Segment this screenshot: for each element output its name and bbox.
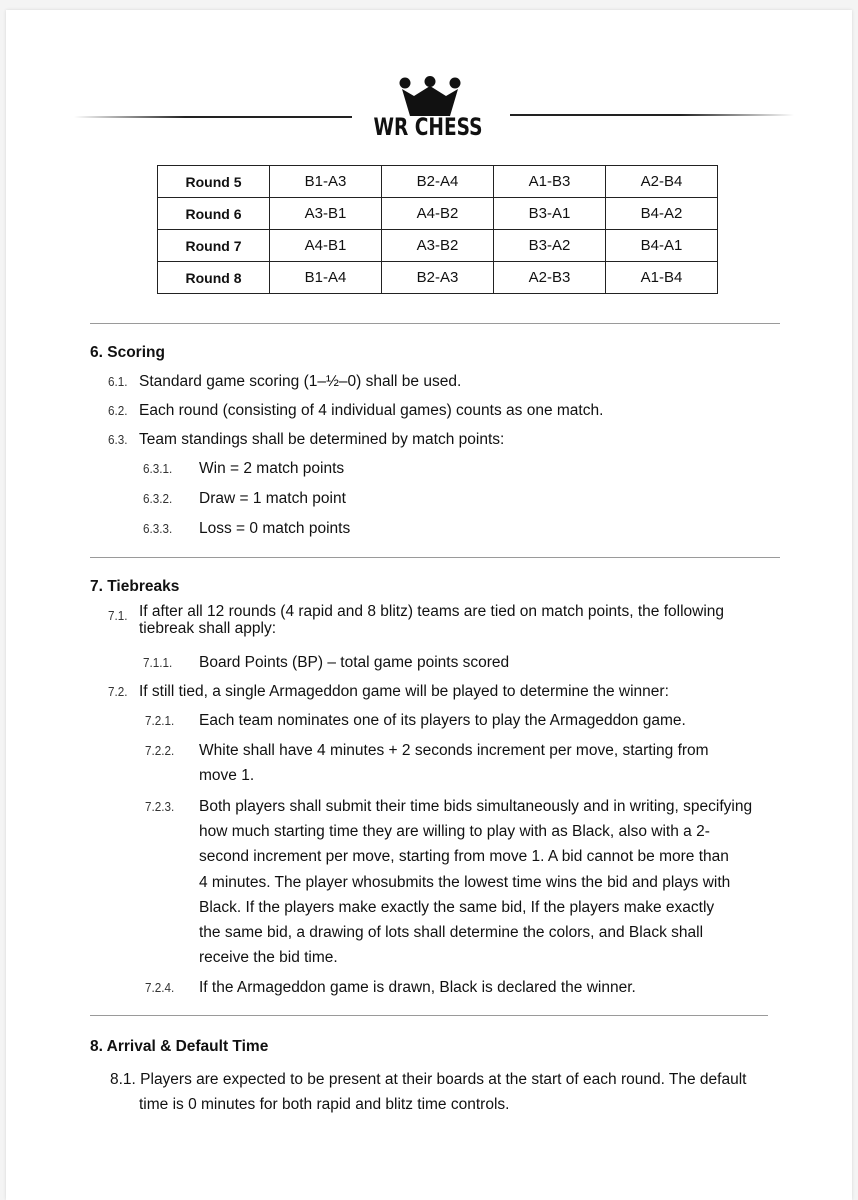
round-schedule-table bbox=[157, 165, 718, 294]
item-text: tiebreak shall apply: bbox=[139, 620, 276, 637]
pairing-cell: A2-B4 bbox=[606, 166, 718, 198]
item-number: 7.2.2. bbox=[145, 743, 175, 758]
crown-icon bbox=[398, 76, 462, 118]
item-text: second increment per move, starting from move 1. A bid cannot be more than bbox=[199, 848, 729, 865]
document-page bbox=[6, 10, 852, 1200]
item-number: 7.2. bbox=[108, 684, 128, 699]
pairing-cell: B3-A1 bbox=[494, 198, 606, 230]
section-title-tiebreaks: 7. Tiebreaks bbox=[90, 578, 180, 595]
pairing-cell: B4-A1 bbox=[606, 230, 718, 262]
item-text: Board Points (BP) – total game points scored bbox=[199, 654, 510, 671]
section-title-arrival: 8. Arrival & Default Time bbox=[90, 1038, 269, 1055]
section-title-scoring: 6. Scoring bbox=[90, 344, 165, 361]
pairing-cell: B4-A2 bbox=[606, 198, 718, 230]
pairing-cell: B2-A4 bbox=[382, 166, 494, 198]
table-row bbox=[158, 198, 718, 230]
item-number: 7.2.3. bbox=[145, 799, 175, 814]
table-row bbox=[158, 262, 718, 294]
header-rule-left bbox=[74, 116, 352, 118]
item-text: how much starting time they are willing to play with as Black, also with a 2- bbox=[199, 823, 710, 840]
item-text: 8.1. Players are expected to be present at their boards at the start of each round. The default bbox=[110, 1071, 747, 1088]
item-number: 6.2. bbox=[108, 403, 128, 418]
item-text: receive the bid time. bbox=[199, 949, 338, 966]
pairing-cell: A3-B1 bbox=[270, 198, 382, 230]
item-number: 6.1. bbox=[108, 374, 128, 389]
pairing-cell: B1-A3 bbox=[270, 166, 382, 198]
round-label: Round 8 bbox=[158, 262, 270, 294]
item-number: 6.3.1. bbox=[143, 461, 173, 476]
round-label: Round 5 bbox=[158, 166, 270, 198]
divider bbox=[90, 1015, 768, 1016]
item-number: 7.2.1. bbox=[145, 713, 175, 728]
round-label: Round 7 bbox=[158, 230, 270, 262]
document-header bbox=[6, 10, 852, 160]
item-text: the same bid, a drawing of lots shall determine the colors, and Black shall bbox=[199, 924, 704, 941]
item-text: move 1. bbox=[199, 767, 255, 784]
pairing-cell: B3-A2 bbox=[494, 230, 606, 262]
pairing-cell: A1-B3 bbox=[494, 166, 606, 198]
item-text: White shall have 4 minutes + 2 seconds increment per move, starting from bbox=[199, 742, 709, 759]
pairing-cell: B1-A4 bbox=[270, 262, 382, 294]
brand-name: WR CHESS bbox=[373, 113, 483, 141]
pairing-cell: A4-B2 bbox=[382, 198, 494, 230]
item-text: Each team nominates one of its players to play the Armageddon game. bbox=[199, 712, 686, 729]
table-row bbox=[158, 166, 718, 198]
item-text: Loss = 0 match points bbox=[199, 520, 351, 537]
item-text: If the Armageddon game is drawn, Black is declared the winner. bbox=[199, 979, 636, 996]
item-number: 7.1.1. bbox=[143, 655, 173, 670]
item-number: 6.3.2. bbox=[143, 491, 173, 506]
divider bbox=[90, 557, 780, 558]
pairing-cell: A1-B4 bbox=[606, 262, 718, 294]
pairing-cell: A4-B1 bbox=[270, 230, 382, 262]
item-text: 4 minutes. The player whosubmits the lowest time wins the bid and plays with bbox=[199, 874, 731, 891]
item-number: 7.1. bbox=[108, 608, 128, 623]
item-text: Black. If the players make exactly the same bid, If the players make exactly bbox=[199, 899, 715, 916]
item-number: 7.2.4. bbox=[145, 980, 175, 995]
pairing-cell: A3-B2 bbox=[382, 230, 494, 262]
item-text: Win = 2 match points bbox=[199, 460, 345, 477]
item-text: Draw = 1 match point bbox=[199, 490, 346, 507]
divider bbox=[90, 323, 780, 324]
item-text: Team standings shall be determined by match points: bbox=[139, 431, 505, 448]
round-label: Round 6 bbox=[158, 198, 270, 230]
item-number: 6.3.3. bbox=[143, 521, 173, 536]
pairing-cell: B2-A3 bbox=[382, 262, 494, 294]
item-text: Both players shall submit their time bids simultaneously and in writing, specifying bbox=[199, 798, 753, 815]
item-number: 6.3. bbox=[108, 432, 128, 447]
item-text: time is 0 minutes for both rapid and blitz time controls. bbox=[139, 1096, 510, 1113]
table-row bbox=[158, 230, 718, 262]
item-text: If still tied, a single Armageddon game will be played to determine the winner: bbox=[139, 683, 669, 700]
pairing-cell: A2-B3 bbox=[494, 262, 606, 294]
item-text: If after all 12 rounds (4 rapid and 8 blitz) teams are tied on match points, the following bbox=[139, 603, 725, 620]
item-text: Each round (consisting of 4 individual games) counts as one match. bbox=[139, 402, 604, 419]
item-text: Standard game scoring (1–½–0) shall be used. bbox=[139, 373, 462, 390]
header-rule-right bbox=[510, 114, 794, 116]
